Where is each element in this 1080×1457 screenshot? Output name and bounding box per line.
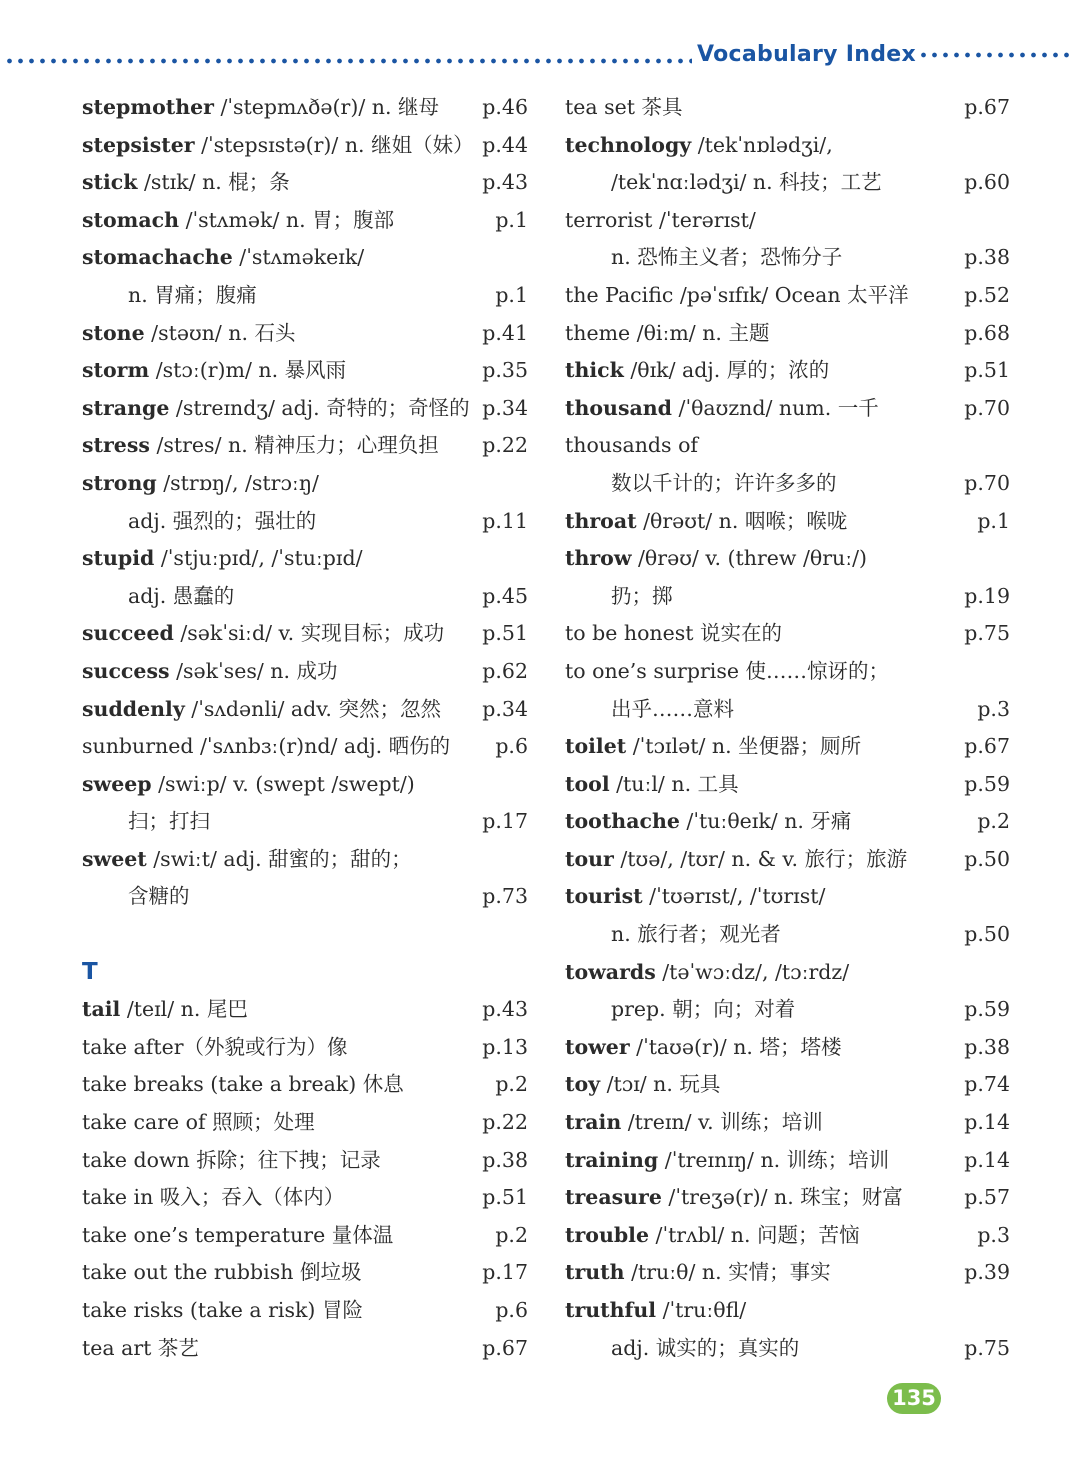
page-ref: p.52 [964,282,1010,307]
entry-text: 扫；打扫 [128,809,210,834]
entry-text: adj. 诚实的；真实的 [611,1335,800,1360]
headword: treasure [565,1185,662,1210]
entry-text: /tuːl/ n. 工具 [609,771,739,796]
entry-text: /ˈtreɪnɪŋ/ n. 训练；培训 [658,1147,890,1172]
index-entry [82,1142,528,1180]
entry-text: 数以千计的；许许多多的 [611,470,837,495]
entry-text: /ˈtaʊə(r)/ n. 塔；塔楼 [629,1034,842,1059]
headword: strange [82,395,170,420]
page-ref: p.19 [964,583,1010,608]
page-ref: p.70 [964,395,1010,420]
page-ref: p.44 [482,132,528,157]
index-entry [565,766,1010,804]
entry-text: the Pacific /pəˈsɪfɪk/ Ocean 太平洋 [565,282,909,307]
index-entry [82,427,528,465]
headword: toothache [565,809,680,834]
index-entry [565,315,1010,353]
index-entry [565,991,1010,1029]
index-entry [82,164,528,202]
index-entry [82,766,528,804]
entry-text: sunburned /ˈsʌnbɜː(r)nd/ adj. 晒伤的 [82,734,451,759]
index-entry [565,503,1010,541]
index-entry [565,1142,1010,1180]
headword: sweet [82,846,147,871]
entry-text: /tʊə/, /tʊr/ n. & v. 旅行；旅游 [613,846,908,871]
index-entry [565,164,1010,202]
headword: thousand [565,395,673,420]
headword: sweep [82,771,152,796]
page-ref: p.14 [964,1147,1010,1172]
entry-text: /ˈstepsɪstə(r)/ n. 继姐（妹） [194,132,474,157]
dotted-rule-left [4,58,692,64]
entry-text: /ˈstʌmək/ n. 胃；腹部 [179,207,395,232]
entry-text: /treɪn/ v. 训练；培训 [621,1110,823,1135]
entry-text: /ˈtuːθeɪk/ n. 牙痛 [679,809,852,834]
headword: toy [565,1072,601,1097]
entry-text: take out the rubbish 倒垃圾 [82,1260,362,1285]
index-entry [82,239,528,277]
page-ref: p.1 [977,508,1010,533]
page-ref: p.3 [977,1222,1010,1247]
index-entry [565,653,1010,691]
page-ref: p.67 [964,95,1010,119]
index-entry [565,127,1010,165]
index-entry [565,1292,1010,1330]
index-entry [565,390,1010,428]
entry-text: take one’s temperature 量体温 [82,1222,394,1247]
index-entry [565,1179,1010,1217]
index-entry [82,465,528,503]
headword: tour [565,846,614,871]
page-ref: p.39 [964,1260,1010,1285]
headword: tourist [565,884,643,909]
headword: technology [565,132,692,157]
headword: toilet [565,734,627,759]
entry-text: tea set 茶具 [565,95,683,119]
page-ref: p.74 [964,1072,1010,1097]
headword: tower [565,1034,630,1059]
entry-text: /ˈtruːθfl/ [656,1298,747,1322]
headword: tool [565,771,610,796]
entry-text: n. 胃痛；腹痛 [128,282,257,307]
entry-text: adj. 愚蠢的 [128,583,235,608]
page-ref: p.43 [482,170,528,195]
index-entry [565,427,1010,465]
index-entry [565,1104,1010,1142]
index-entry [82,127,528,165]
entry-text: /streɪndʒ/ adj. 奇特的；奇怪的 [169,395,470,420]
entry-text: /təˈwɔːdz/, /tɔːrdz/ [655,959,850,984]
index-entry [82,1330,528,1368]
index-entry [565,728,1010,766]
page-ref: p.68 [964,320,1010,345]
entry-text: theme /θiːm/ n. 主题 [565,320,770,345]
page-ref: p.1 [495,282,528,307]
index-entry [565,615,1010,653]
page-ref: p.46 [482,95,528,119]
entry-text: thousands of [565,433,699,458]
entry-text: /tɔɪ/ n. 玩具 [600,1072,721,1097]
index-entry [82,1179,528,1217]
page-ref: p.34 [482,696,528,721]
page-ref: p.50 [964,846,1010,871]
page-ref: p.34 [482,395,528,420]
headword: truth [565,1260,625,1285]
index-entry [82,728,528,766]
entry-text: take in 吸入；吞入（体内） [82,1185,345,1210]
entry-text: n. 恐怖主义者；恐怖分子 [611,245,843,270]
headword: tail [82,997,121,1022]
headword: throat [565,508,637,533]
entry-text: /ˈtɔɪlət/ n. 坐便器；厕所 [626,734,862,759]
index-entry [82,1066,528,1104]
index-entry [82,315,528,353]
headword: stomach [82,207,180,232]
index-entry [565,578,1010,616]
headword: stepsister [82,132,195,157]
entry-text: 出乎……意料 [611,696,734,721]
page-ref: p.2 [495,1222,528,1247]
entry-text: /stəʊn/ n. 石头 [144,320,296,345]
entry-text: /strɒŋ/, /strɔːŋ/ [156,470,319,495]
page-ref: p.3 [977,696,1010,721]
index-entry [565,202,1010,240]
page-ref: p.38 [964,1034,1010,1059]
entry-text: /stɪk/ n. 棍；条 [137,170,290,195]
page-ref: p.22 [482,433,528,458]
page-ref: p.38 [964,245,1010,270]
page-ref: p.43 [482,997,528,1022]
page-number-badge: 135 [887,1383,941,1414]
page-ref: p.67 [482,1335,528,1360]
headword: stomachache [82,245,233,270]
entry-text: /ˈstepmʌðə(r)/ n. 继母 [213,95,439,119]
headword: success [82,658,170,683]
left-column [82,89,528,1367]
headword: stress [82,433,150,458]
dotted-rule-right [918,52,1074,58]
entry-text: /swiːt/ adj. 甜蜜的；甜的； [146,846,412,871]
entry-text: /θrəʊ/ v. (threw /θruː/) [631,546,868,571]
entry-text: take after（外貌或行为）像 [82,1034,348,1059]
index-entry [82,390,528,428]
entry-text: /tekˈnɒlədʒi/, [691,132,833,157]
page-ref: p.73 [482,884,528,909]
entry-text: /səkˈsiːd/ v. 实现目标；成功 [173,621,445,646]
page-ref: p.45 [482,583,528,608]
entry-text: /ˈtrʌbl/ n. 问题；苦恼 [649,1222,860,1247]
entry-text: /θrəʊt/ n. 咽喉；喉咙 [636,508,848,533]
page-ref: p.62 [482,658,528,683]
index-entry [82,352,528,390]
index-entry [565,239,1010,277]
page-ref: p.13 [482,1034,528,1059]
index-entry [82,1104,528,1142]
section-title: Vocabulary Index [697,42,916,67]
entry-text: /ˈstʌməkeɪk/ [232,245,365,270]
page-header [0,40,1080,74]
page-ref: p.2 [495,1072,528,1097]
page-ref: p.41 [482,320,528,345]
entry-text: /ˈsʌdənli/ adv. 突然；忽然 [184,696,441,721]
index-entry [565,691,1010,729]
entry-text: /swiːp/ v. (swept /swept/) [151,771,415,796]
headword: throw [565,546,632,571]
entry-text: adj. 强烈的；强壮的 [128,508,317,533]
page-ref: p.60 [964,170,1010,195]
headword: succeed [82,621,174,646]
index-entry [82,1217,528,1255]
entry-text: /tekˈnɑːlədʒi/ n. 科技；工艺 [611,170,882,195]
headword: storm [82,358,150,383]
index-entry [565,277,1010,315]
letter-heading [82,954,528,992]
right-column [565,89,1010,1367]
entry-text: n. 旅行者；观光者 [611,922,781,947]
entry-text: to be honest 说实在的 [565,621,783,646]
page-ref: p.51 [482,621,528,646]
index-entry [82,89,528,127]
index-entry [82,653,528,691]
index-entry [565,878,1010,916]
entry-text: /stres/ n. 精神压力；心理负担 [149,433,439,458]
index-entry [82,841,528,879]
entry-text: /ˈtreʒə(r)/ n. 珠宝；财富 [661,1185,903,1210]
page-ref: p.67 [964,734,1010,759]
entry-text: take care of 照顾；处理 [82,1110,315,1135]
entry-text: /stɔː(r)m/ n. 暴风雨 [149,358,347,383]
page-ref: p.38 [482,1147,528,1172]
index-entry [82,277,528,315]
index-entry [82,916,528,954]
index-entry [565,803,1010,841]
headword: train [565,1110,622,1135]
page-ref: p.57 [964,1185,1010,1210]
index-entry [82,1029,528,1067]
entry-text: terrorist /ˈterərɪst/ [565,207,756,232]
page-ref: p.2 [977,809,1010,834]
entry-text: to one’s surprise 使……惊讶的； [565,658,889,683]
entry-text: /teɪl/ n. 尾巴 [120,997,248,1022]
headword: thick [565,358,624,383]
index-entry [82,803,528,841]
entry-text: take breaks (take a break) 休息 [82,1072,404,1097]
headword: stupid [82,546,155,571]
page-ref: p.17 [482,1260,528,1285]
index-entry [82,1254,528,1292]
index-entry [565,954,1010,992]
index-entry [565,540,1010,578]
page-ref: p.50 [964,922,1010,947]
index-entry [565,1254,1010,1292]
index-entry [565,1217,1010,1255]
index-entry [82,503,528,541]
entry-text: /ˈstjuːpɪd/, /ˈstuːpɪd/ [154,546,363,571]
page-ref: p.75 [964,621,1010,646]
entry-text: /θɪk/ adj. 厚的；浓的 [623,358,830,383]
entry-text: take risks (take a risk) 冒险 [82,1298,363,1322]
index-entry [82,878,528,916]
headword: stepmother [82,95,214,119]
page-ref: p.51 [964,358,1010,383]
headword: suddenly [82,696,185,721]
headword: stick [82,170,138,195]
page-ref: p.75 [964,1335,1010,1360]
index-entry [565,1330,1010,1368]
index-entry [565,1029,1010,1067]
index-entry [565,841,1010,879]
page-ref: p.70 [964,470,1010,495]
page-ref: p.1 [495,207,528,232]
index-entry [565,465,1010,503]
entry-text: /ˈθaʊznd/ num. 一千 [672,395,879,420]
index-entry [82,1292,528,1330]
headword: strong [82,470,157,495]
entry-text: tea art 茶艺 [82,1335,199,1360]
index-entry [565,1066,1010,1104]
letter-heading-text: T [82,958,98,985]
page-ref: p.35 [482,358,528,383]
page-ref: p.17 [482,809,528,834]
index-entry [82,540,528,578]
index-entry [82,202,528,240]
entry-text: 扔；掷 [611,583,673,608]
page-ref: p.14 [964,1110,1010,1135]
index-entry [82,578,528,616]
headword: trouble [565,1222,650,1247]
page-ref: p.6 [495,1298,528,1322]
index-entry [82,615,528,653]
page-ref: p.11 [482,508,528,533]
entry-text: take down 拆除；往下拽；记录 [82,1147,381,1172]
index-entry [565,352,1010,390]
page-ref: p.59 [964,771,1010,796]
entry-text: /truːθ/ n. 实情；事实 [624,1260,831,1285]
index-entry [565,916,1010,954]
page-ref: p.22 [482,1110,528,1135]
entry-text: prep. 朝；向；对着 [611,997,796,1022]
index-entry [82,691,528,729]
headword: training [565,1147,659,1172]
entry-text: /səkˈses/ n. 成功 [169,658,338,683]
entry-text: 含糖的 [128,884,190,909]
index-entry [565,89,1010,127]
page-ref: p.59 [964,997,1010,1022]
headword: truthful [565,1298,657,1322]
page-ref: p.6 [495,734,528,759]
entry-text: /ˈtʊərɪst/, /ˈtʊrɪst/ [642,884,826,909]
headword: stone [82,320,145,345]
index-entry [82,991,528,1029]
headword: towards [565,959,656,984]
page-ref: p.51 [482,1185,528,1210]
